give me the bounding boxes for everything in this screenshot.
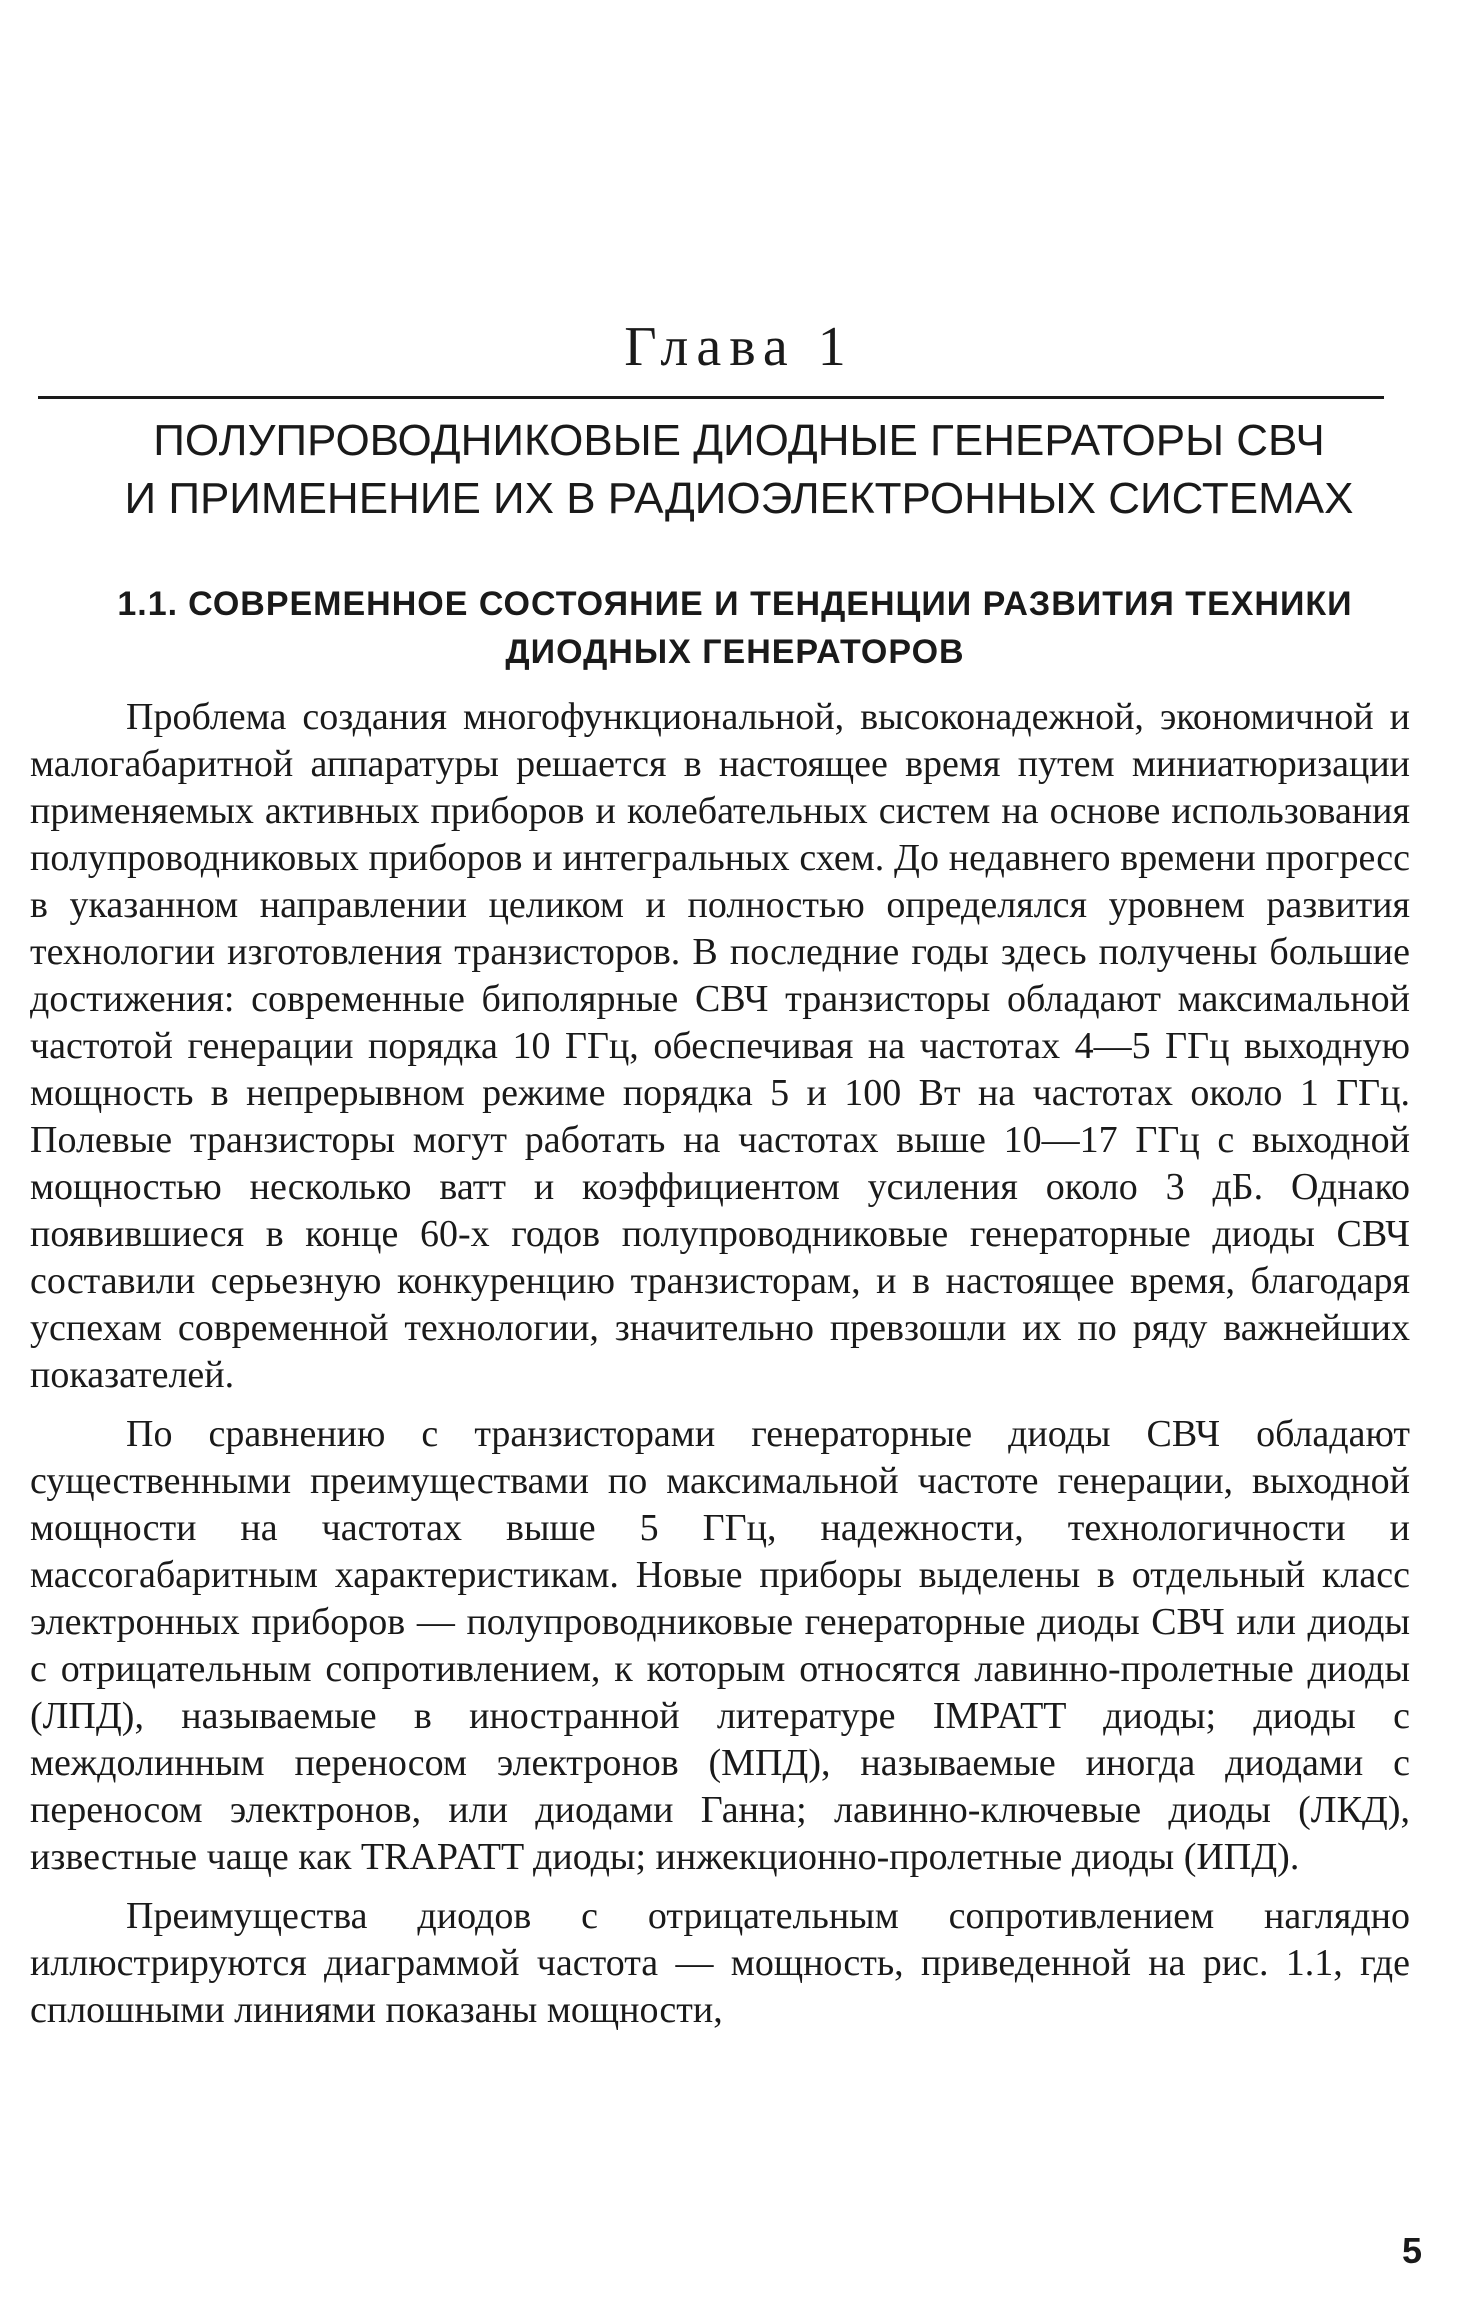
section-title-line-2: ДИОДНЫХ ГЕНЕРАТОРОВ bbox=[505, 633, 965, 671]
chapter-title-line-2: И ПРИМЕНЕНИЕ ИХ В РАДИОЭЛЕКТРОННЫХ СИСТЕМАХ bbox=[124, 474, 1354, 523]
section-title-line-1: СОВРЕМЕННОЕ СОСТОЯНИЕ И ТЕНДЕНЦИИ РАЗВИТИЯ ТЕХНИКИ bbox=[188, 585, 1353, 623]
section-number: 1.1. bbox=[117, 585, 179, 623]
section-heading-line-1 bbox=[30, 580, 1440, 628]
body-text bbox=[30, 694, 1410, 2046]
page-number: 5 bbox=[1401, 2230, 1422, 2271]
chapter-label: Глава 1 bbox=[624, 316, 854, 378]
paragraph: По сравнению с транзисторами генераторные диоды СВЧ обладают существенными преимуществами по максимальной частоте генерации, выходной мощности на частотах выше 5 ГГц, надежности, технологичности и массогабаритным характеристикам. Новые приборы выделены в отдельный класс электронных приборов — полупроводниковые генераторные диоды СВЧ или диоды с отрицательным сопротивлением, к которым относятся лавинно-пролетные диоды (ЛПД), называемые в иностранной литературе IMPATT диоды; диоды с междолинным переносом электронов (МПД), называемые иногда диодами с переносом электронов, или диодами Ганна; лавинно-ключевые диоды (ЛКД), известные чаще как TRAPATT диоды; инжекционно-пролетные диоды (ИПД). bbox=[30, 1413, 1410, 1878]
chapter-title-line-1: ПОЛУПРОВОДНИКОВЫЕ ДИОДНЫЕ ГЕНЕРАТОРЫ СВЧ bbox=[153, 416, 1325, 465]
paragraph: Преимущества диодов с отрицательным сопротивлением наглядно иллюстрируются диаграммой частота — мощность, приведенной на рис. 1.1, где сплошными линиями показаны мощности, bbox=[30, 1895, 1410, 2031]
paragraph: Проблема создания многофункциональной, высоконадежной, экономичной и малогабаритной аппаратуры решается в настоящее время путем миниатюризации применяемых активных приборов и колебательных систем на основе использования полупроводниковых приборов и интегральных схем. До недавнего времени прогресс в указанном направлении целиком и полностью определялся уровнем развития технологии изготовления транзисторов. В последние годы здесь получены большие достижения: современные биполярные СВЧ транзисторы обладают максимальной частотой генерации порядка 10 ГГц, обеспечивая на частотах 4—5 ГГц выходную мощность в непрерывном режиме порядка 5 и 100 Вт на частотах около 1 ГГц. Полевые транзисторы могут работать на частотах выше 10—17 ГГц с выходной мощностью несколько ватт и коэффициентом усиления около 3 дБ. Однако появившиеся в конце 60-х годов полупроводниковые генераторные диоды СВЧ составили серьезную конкуренцию транзисторам, и в настоящее время, благодаря успехам современной технологии, значительно превзошли их по ряду важнейших показателей. bbox=[30, 696, 1410, 1396]
chapter-divider bbox=[38, 396, 1384, 399]
chapter-title bbox=[20, 412, 1458, 528]
section-heading bbox=[30, 580, 1440, 676]
